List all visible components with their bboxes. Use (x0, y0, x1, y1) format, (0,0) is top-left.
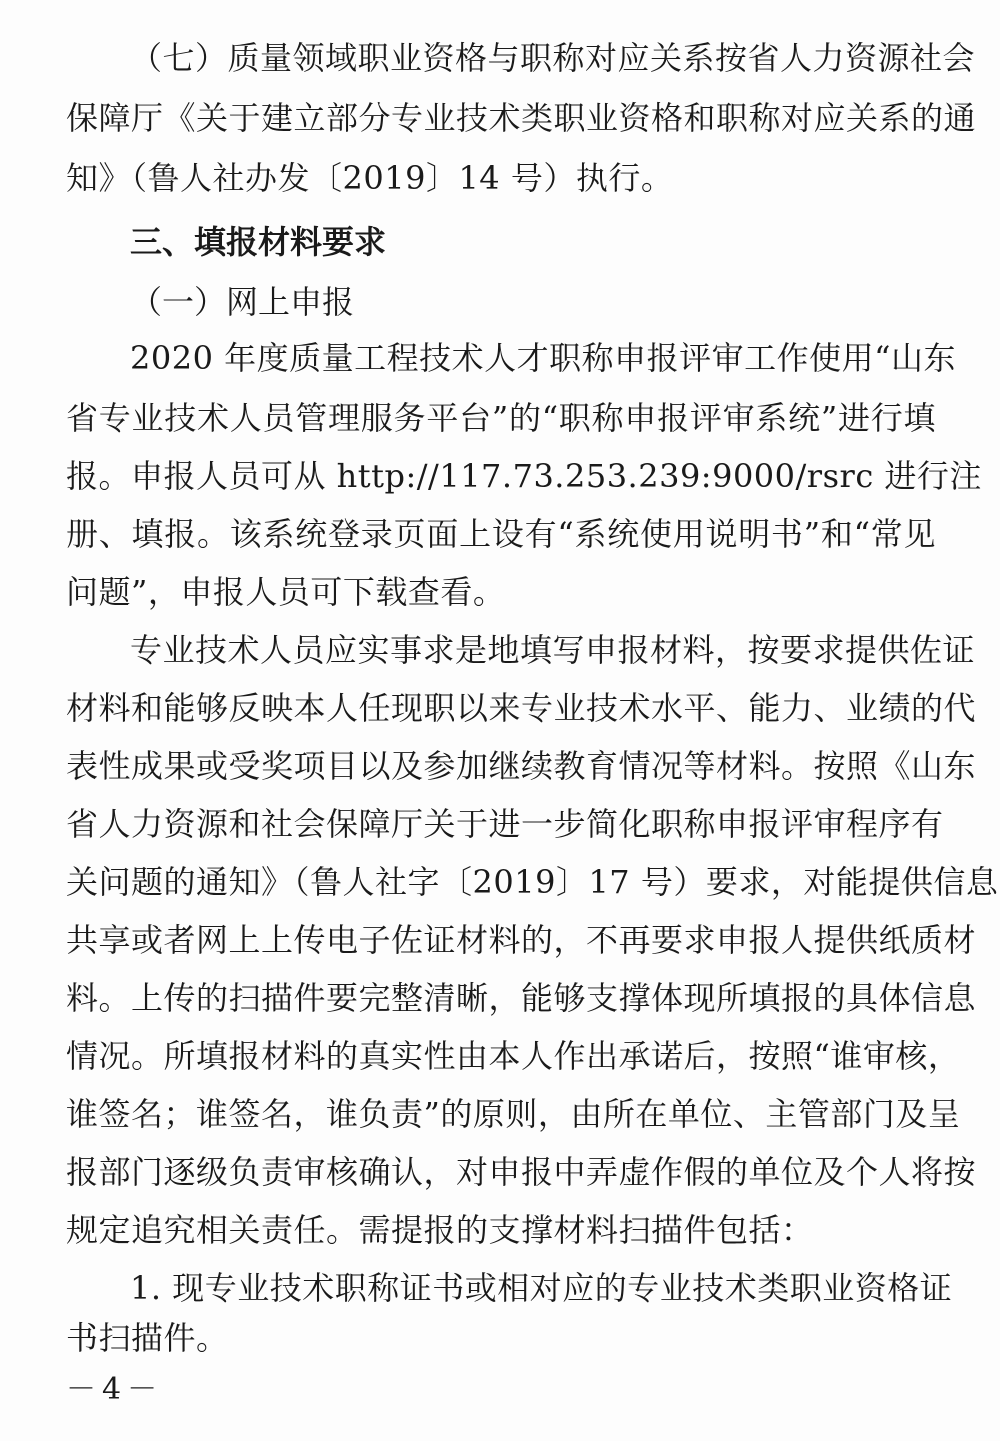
paragraph-line: 专业技术人员应实事求是地填写申报材料，按要求提供佐证 (130, 631, 976, 669)
paragraph-line: 材料和能够反映本人任现职以来专业技术水平、能力、业绩的代 (66, 689, 977, 727)
section-heading: 三、填报材料要求 (130, 223, 387, 261)
page-number: －4－ (66, 1372, 164, 1407)
paragraph-line: 保障厅《关于建立部分专业技术类职业资格和职称对应关系的通 (66, 99, 977, 137)
paragraph-line: 关问题的通知》（鲁人社字〔2019〕17 号）要求，对能提供信息 (66, 863, 999, 901)
paragraph-line: （七）质量领域职业资格与职称对应关系按省人力资源社会 (130, 39, 976, 77)
list-item-line: 1. 现专业技术职称证书或相对应的专业技术类职业资格证 (130, 1269, 953, 1307)
paragraph-line: 省人力资源和社会保障厅关于进一步简化职称申报评审程序有 (66, 805, 944, 843)
paragraph-line: 报部门逐级负责审核确认，对申报中弄虚作假的单位及个人将按 (66, 1153, 977, 1191)
paragraph-line: 省专业技术人员管理服务平台”的“职称申报评审系统”进行填 (66, 399, 936, 437)
paragraph-line: 知》（鲁人社办发〔2019〕14 号）执行。 (66, 159, 674, 197)
list-item-line: 书扫描件。 (66, 1319, 229, 1357)
paragraph-line: 情况。所填报材料的真实性由本人作出承诺后，按照“谁审核， (66, 1037, 961, 1075)
subsection-heading: （一）网上申报 (130, 283, 355, 321)
paragraph-line: 2020 年度质量工程技术人才职称申报评审工作使用“山东 (130, 339, 956, 377)
paragraph-line: 共享或者网上上传电子佐证材料的，不再要求申报人提供纸质材 (66, 921, 977, 959)
paragraph-line: 报。申报人员可从 http://117.73.253.239:9000/rsrc 进行注 (66, 457, 982, 495)
paragraph-line: 表性成果或受奖项目以及参加继续教育情况等材料。按照《山东 (66, 747, 977, 785)
paragraph-line: 谁签名；谁签名，谁负责”的原则，由所在单位、主管部门及呈 (66, 1095, 961, 1133)
paragraph-line: 问题”，申报人员可下载查看。 (66, 573, 506, 611)
paragraph-line: 规定追究相关责任。需提报的支撑材料扫描件包括： (66, 1211, 814, 1249)
paragraph-line: 料。上传的扫描件要完整清晰，能够支撑体现所填报的具体信息 (66, 979, 977, 1017)
paragraph-line: 册、填报。该系统登录页面上设有“系统使用说明书”和“常见 (66, 515, 936, 553)
